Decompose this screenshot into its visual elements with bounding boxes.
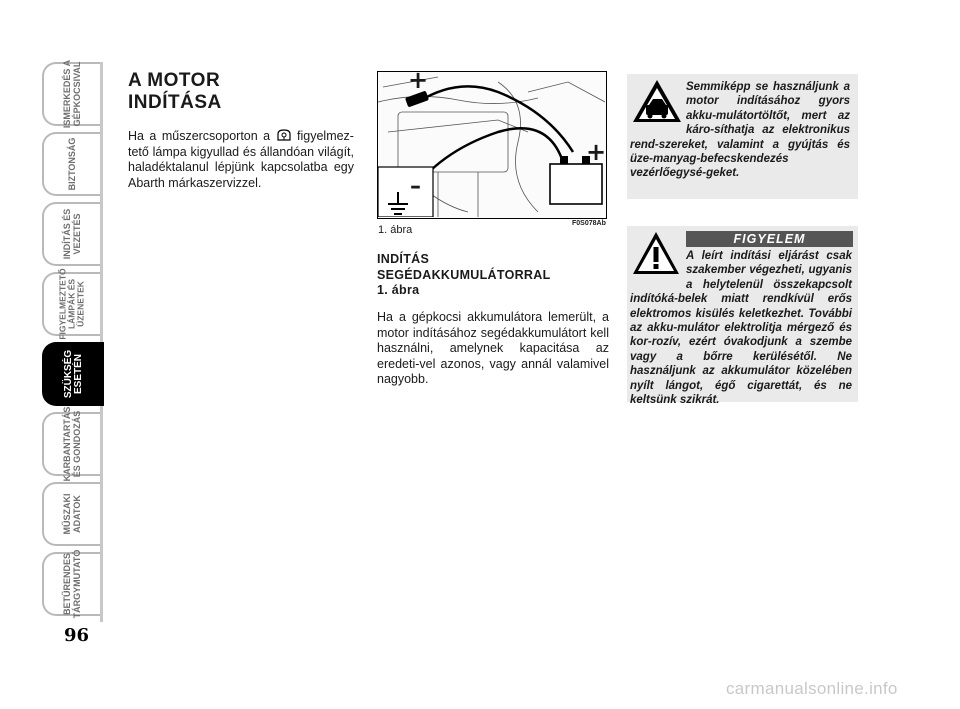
subsection-text: Ha a gépkocsi akkumulátora lemerült, a motor indításához segédakkumulátort kell használni, amelynek kapacitása az eredeti-vel azonos, vagy annál valamivel nagyobb.	[377, 310, 609, 386]
tab-label: ISMERKEDÉS A GÉPKOCSIVAL	[62, 59, 82, 129]
tab-label: BIZTONSÁG	[67, 137, 77, 191]
minus-label: –	[410, 174, 421, 199]
tab-ismerkedes[interactable]	[42, 59, 100, 129]
tab-label: INDÍTÁS ÉS VEZETÉS	[62, 208, 82, 260]
tab-figyelmezteto[interactable]	[42, 268, 100, 340]
tab-betrendes[interactable]	[42, 549, 100, 619]
tab-label: FIGYELMEZTETŐ LÁMPÁK ÉS ÜZENETEK	[57, 268, 86, 340]
warning-icon-space	[630, 249, 686, 279]
warning-header: FIGYELEM	[686, 231, 853, 247]
section-text-end: figyelmez-tető lámpa kigyullad és állandóan világít, haladéktalanul lépjünk kapcsolatba egy Abarth márkaszervizzel.	[128, 129, 354, 190]
note-box	[627, 74, 858, 199]
tab-muszaki[interactable]	[42, 482, 100, 546]
note-text: Semmiképp se használjunk a motor indításához gyors akku-mulátortöltőt, mert az káro-síthatja az elektronikus rend-szereket, valamint a gyújtás és üze-manyag-befecskendezés vezérlőegysé-geket.	[630, 81, 850, 180]
subsection-title: INDÍTÁS SEGÉDAKKUMULÁTORRAL 1. ábra	[377, 252, 551, 297]
warning-text: A leírt indítási eljárást csak szakember végezheti, ugyanis a helytelenül összekapcsolt indítóká-belek miatt rendkívül erős elektromos kisülés keletkezhet. További az akku-mulátor elektrolitja mérgező és kor-rozív, ezért óvakodjunk a szembe vagy a bőrre kerülésétől. Ne használjunk az akkumulátor közelében nyílt lángot, égő cigarettát, és ne keltsünk szikrát.	[630, 250, 852, 407]
tab-label: SZÜKSÉG ESETÉN	[63, 349, 84, 399]
tab-karbantartas[interactable]	[42, 406, 100, 482]
car-battery-warning-icon	[631, 78, 683, 124]
jump-start-figure	[377, 71, 607, 219]
tab-inditas[interactable]	[42, 202, 100, 266]
tab-szukseg-eseten[interactable]	[42, 342, 104, 406]
tab-label: MŰSZAKI ADATOK	[62, 493, 82, 535]
section-text	[128, 128, 354, 191]
watermark: carmanualsonline.info	[726, 679, 898, 698]
tab-biztonsag[interactable]	[42, 132, 100, 196]
page-number: 96	[64, 625, 90, 646]
warning-box	[627, 226, 858, 407]
tab-label: KARBANTARTÁS ÉS GONDOZÁS	[62, 406, 82, 482]
plus-label-top: +	[408, 71, 429, 94]
tab-label: BETŰRENDES TÁRGYMUTATÓ	[62, 549, 82, 619]
figure-code: F0S078Ab	[572, 220, 606, 227]
section-text-start: Ha a műszercsoporton a	[128, 129, 271, 143]
section-title: A MOTOR INDÍTÁSA	[128, 70, 222, 113]
warning-text-wrap	[627, 249, 855, 407]
immobilizer-lamp-icon	[276, 128, 292, 142]
figure-caption: 1. ábra	[378, 224, 413, 236]
plus-label-right: +	[586, 138, 607, 166]
